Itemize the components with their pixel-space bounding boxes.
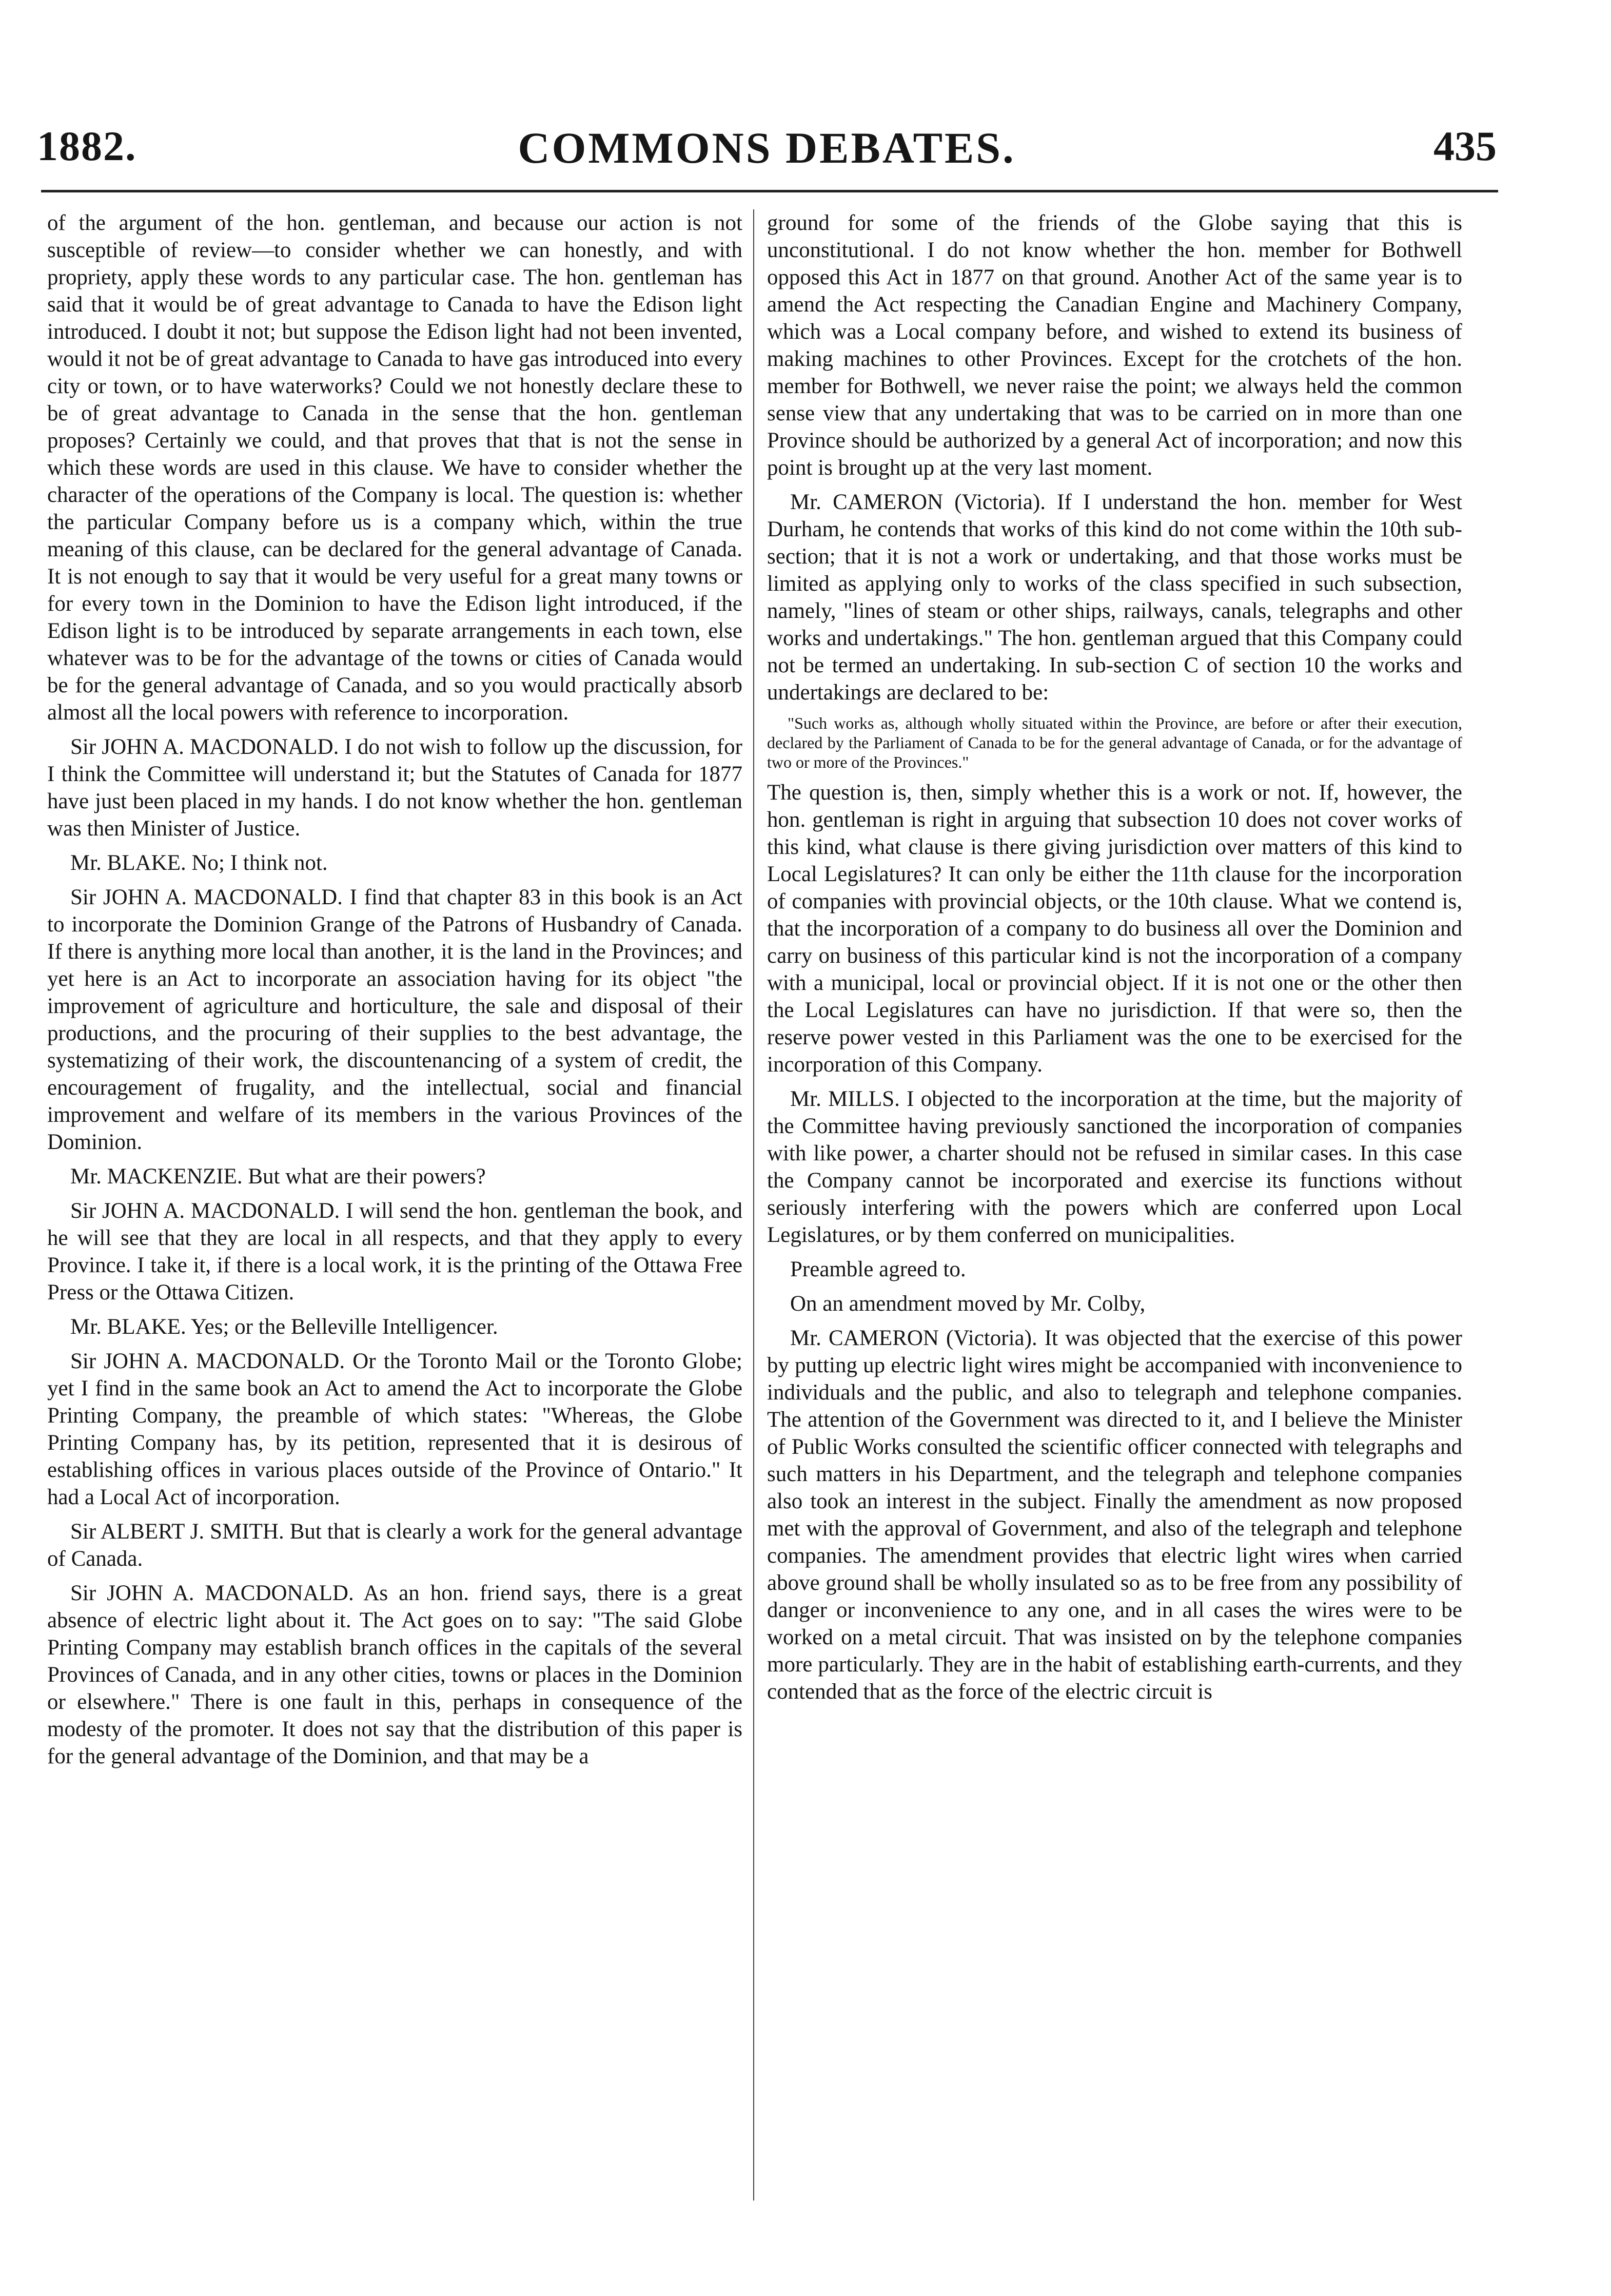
header-year: 1882. [37,123,137,169]
paragraph: Sir JOHN A. MACDONALD. I find that chapter 83 in this book is an Act to incorporate the Dominion Grange of the Patrons of Husbandry of Canada. If there is anything more local than another, it is the land in the Provinces; and yet here is an Act to incorporate an association having for its object "the improvement of agriculture and horticulture, the sale and disposal of their productions, and the procuring of their supplies to the best advantage, the systematizing of their work, the discountenancing of a system of credit, the encouragement of frugality, and the intellectual, social and financial improvement and welfare of its members in the various Provinces of the Dominion. [47,885,742,1154]
right-column [767,209,1462,2211]
paragraph: Mr. MACKENZIE. But what are their powers? [70,1164,486,1189]
paragraph: Mr. MILLS. I objected to the incorporation at the time, but the majority of the Committee having previously sanctioned the incorporation of companies with like power, a charter should not be refused in similar cases. In this case the Company cannot be incorporated and exercise its functions without seriously interfering with the powers which are conferred upon Local Legislatures, or by them conferred on municipalities. [767,1087,1462,1247]
paragraph: of the argument of the hon. gentleman, and because our action is not susceptible of review—to consider whether we can honestly, and with propriety, apply these words to any particular case. The hon. gentleman has said that it would be of great advantage to Canada to have the Edison light introduced. I doubt it not; but suppose the Edison light had not been invented, would it not be of great advantage to Canada to have gas introduced into every city or town, or to have waterworks? Could we not honestly declare these to be of great advantage to Canada in the sense that the hon. gentleman proposes? Certainly we could, and that proves that that is not the sense in which these words are used in this clause. We have to consider whether the character of the operations of the Company is local. The question is: whether the particular Company before us is a company which, within the true meaning of this clause, can be declared for the general advantage of Canada. It is not enough to say that it would be very useful for a great many towns or for every town in the Dominion to have the Edison light introduced, if the Edison light is to be introduced by separate arrangements in each town, else whatever was to be for the advantage of the towns or cities of Canada would be for the general advantage of Canada, and so you would practically absorb almost all the local powers with reference to incorporation. [47,211,742,725]
paragraph: Sir JOHN A. MACDONALD. As an hon. friend says, there is a great absence of electric light about it. The Act goes on to say: "The said Globe Printing Company may establish branch offices in the capitals of the several Provinces of Canada, and in any other cities, towns or places in the Dominion or elsewhere." There is one fault in this, perhaps in consequence of the modesty of the promoter. It does not say that the distribution of this paper is for the general advantage of the Dominion, and that may be a [47,1581,742,1768]
paragraph: Sir JOHN A. MACDONALD. I do not wish to follow up the discussion, for I think the Committee will understand it; but the Statutes of Canada for 1877 have just been placed in my hands. I do not know whether the hon. gentleman was then Minister of Justice. [47,735,742,841]
paragraph: Sir JOHN A. MACDONALD. I will send the hon. gentleman the book, and he will see that they are local in all respects, and that they apply to every Province. I take it, if there is a local work, it is the printing of the Ottawa Free Press or the Ottawa Citizen. [47,1199,742,1305]
paragraph: Sir ALBERT J. SMITH. But that is clearly a work for the general advantage of Canada. [47,1520,742,1571]
page-header [37,122,1497,189]
header-page-number: 435 [1433,123,1497,169]
header-rule [41,190,1498,192]
left-column [47,209,742,2211]
paragraph: On an amendment moved by Mr. Colby, [790,1292,1146,1316]
paragraph: Mr. BLAKE. No; I think not. [70,851,328,875]
header-title: COMMONS DEBATES. [518,123,1016,172]
paragraph: Mr. BLAKE. Yes; or the Belleville Intelligencer. [70,1315,498,1339]
paragraph: The question is, then, simply whether this is a work or not. If, however, the hon. gentleman is right in arguing that subsection 10 does not cover works of this kind, what clause is there giving jurisdiction over matters of this kind to Local Legislatures? It can only be either the 11th clause for the incorporation of companies with provincial objects, or the 10th clause. What we contend is, that the incorporation of a company to do business all over the Dominion and carry on business of this particular kind is not the incorporation of a company with a municipal, local or provincial object. If it is not one or the other then the Local Legislatures can have no jurisdiction. If that were so, then the reserve power vested in this Parliament was the one to be exercised for the incorporation of this Company. [767,781,1462,1077]
column-divider [753,209,754,2201]
paragraph: Mr. CAMERON (Victoria). It was objected that the exercise of this power by putting up electric light wires might be accompanied with inconvenience to individuals and the public, and also to telegraph and telephone companies. The attention of the Government was directed to it, and I believe the Minister of Public Works consulted the scientific officer connected with telegraphs and such matters in his Department, and the telegraph and telephone companies also took an interest in the subject. Finally the amendment as now proposed met with the approval of Government, and also of the telegraph and telephone companies. The amendment provides that electric light wires when carried above ground shall be wholly insulated so as to be free from any possibility of danger or inconvenience to any one, and in all cases the wires were to be worked on a metal circuit. That was insisted on by the telephone companies more particularly. They are in the habit of establishing earth-currents, and they contended that as the force of the electric circuit is [767,1326,1462,1704]
paragraph: Sir JOHN A. MACDONALD. Or the Toronto Mail or the Toronto Globe; yet I find in the same book an Act to amend the Act to incorporate the Globe Printing Company, the preamble of which states: "Whereas, the Globe Printing Company has, by its petition, represented that it is desirous of establishing offices in various places outside of the Province of Ontario." It had a Local Act of incorporation. [47,1349,742,1509]
paragraph: Mr. CAMERON (Victoria). If I understand the hon. member for West Durham, he contends that works of this kind do not come within the 10th sub-section; that it is not a work or undertaking, and that those works must be limited as applying only to works of the class specified in such subsection, namely, "lines of steam or other ships, railways, canals, telegraphs and other works and undertakings." The hon. gentleman argued that this Company could not be termed an undertaking. In sub-section C of section 10 the works and undertakings are declared to be: [767,490,1462,705]
statute-quotation: "Such works as, although wholly situated within the Province, are before or after their execution, declared by the Parliament of Canada to be for the general advantage of Canada, or for the advantage of two or more of the Provinces." [767,714,1462,771]
paragraph: Preamble agreed to. [790,1257,966,1281]
paragraph: ground for some of the friends of the Globe saying that this is unconstitutional. I do not know whether the hon. member for Bothwell opposed this Act in 1877 on that ground. Another Act of the same year is to amend the Act respecting the Canadian Engine and Machinery Company, which was a Local company before, and wished to extend its business of making machines to other Provinces. Except for the crotchets of the hon. member for Bothwell, we never raise the point; we always held the common sense view that any undertaking that was to be carried on in more than one Province should be authorized by a general Act of incorporation; and now this point is brought up at the very last moment. [767,211,1462,480]
